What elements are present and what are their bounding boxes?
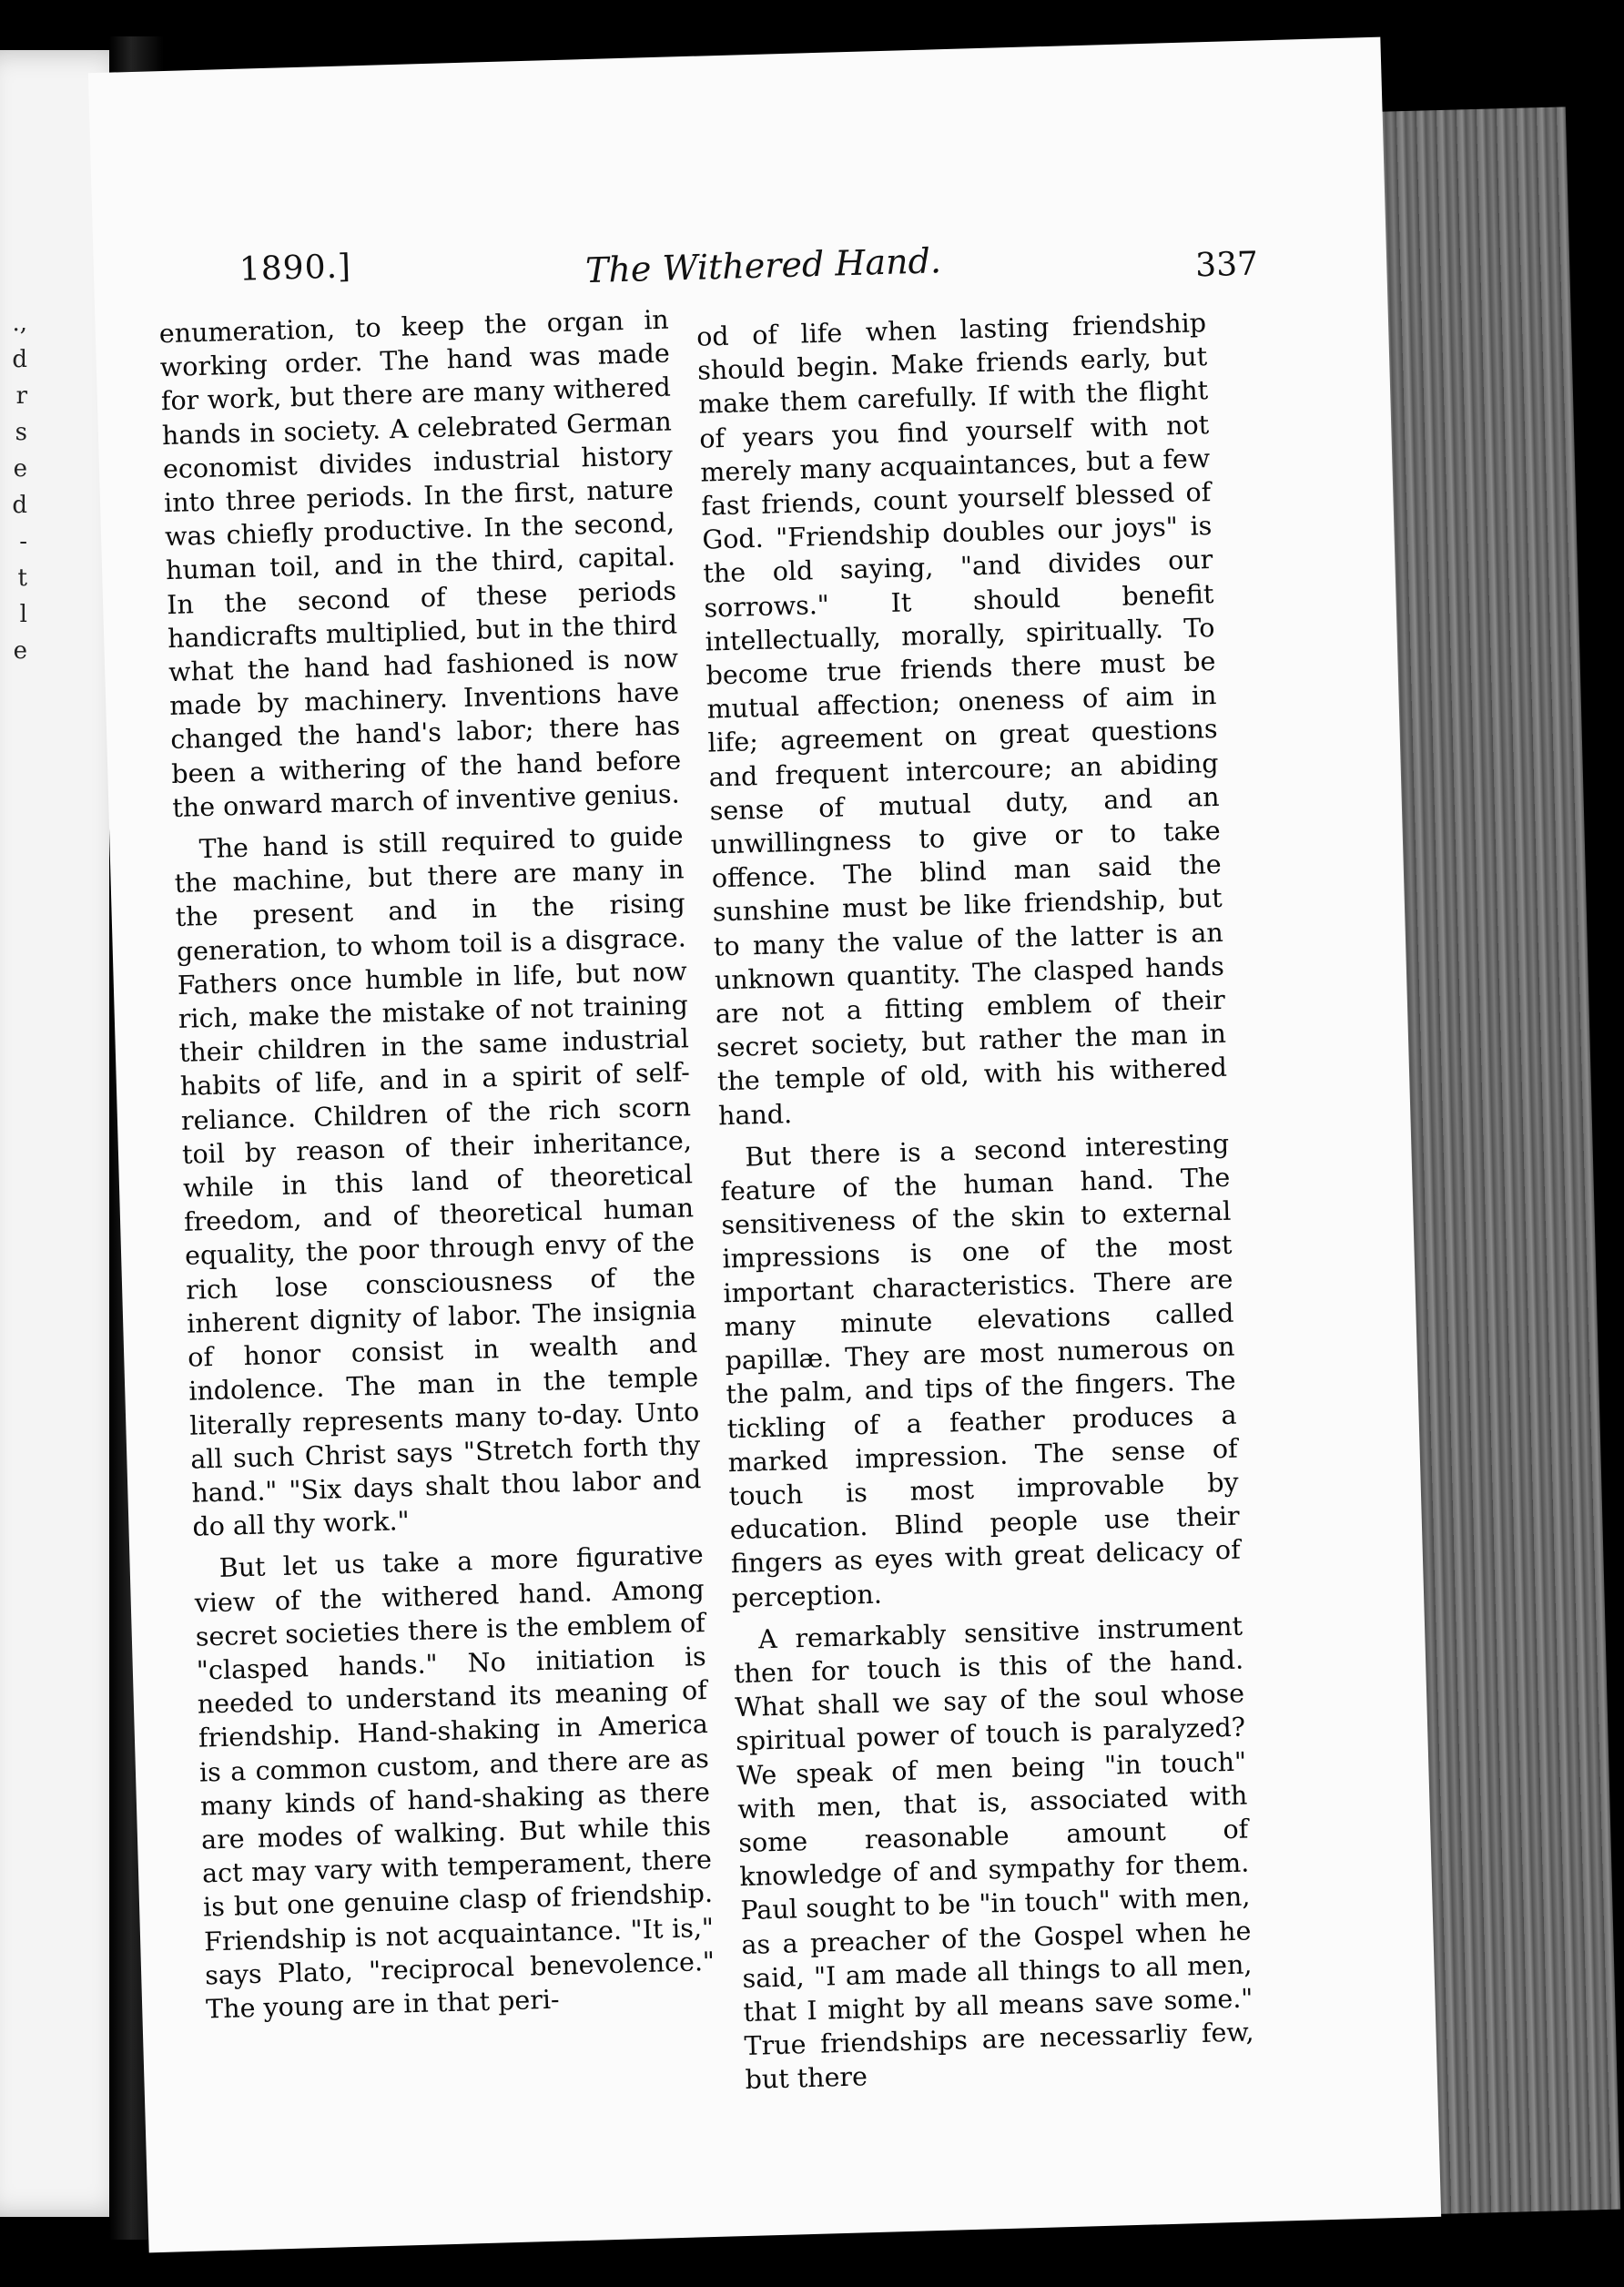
book-page <box>88 37 1441 2253</box>
fragment: d <box>12 492 27 519</box>
paragraph: enumeration, to keep the organ in working order. The hand was made for work, but there are many withered hands in society. A celebrated German economist divides industrial history into three periods. In the first, nature was chiefly productive. In the second, human toil, and in the third, capital. In the second of these periods handicrafts multiplied, but in the third what the hand had fashioned is now made by machinery. Inventions have changed the hand's labor; there has been a withering of the hand before the onward march of inventive genius. <box>158 304 682 823</box>
fragment: - <box>19 528 27 555</box>
fragment: t <box>17 564 27 592</box>
paragraph: od of life when lasting friendship should begin. Make friends early, but make them carefully. If with the flight of years you find yourself with not merely many acquaintances, but a few fast friends, count yourself blessed of God. "Friendship doubles our joys" is the old saying, "and divides our sorrows." It should benefit intellectually, morally, spiritually. To become true friends there must be mutual affection; oneness of aim in life; agreement on great questions and frequent intercoure; an abiding sense of mutual duty, and an unwillingness to give or to take offence. The blind man said the sunshine must be like friendship, but to many the value of the latter is an unknown quantity. The clasped hands are not a fitting emblem of their secret society, but rather the man in the temple of old, with his withered hand. <box>695 308 1228 1132</box>
fragment: r <box>15 382 27 410</box>
paragraph: The hand is still required to guide the machine, but there are many in the present and in the rising generation, to whom toil is a disgrace. Fathers once humble in life, but now rich, make the mistake of not training their children in the same industrial habits of life, and in a spirit of self-reliance. Children of the rich scorn toil by reason of their inheritance, while in this land of theoretical freedom, and of theoretical human equality, the poor through envy of the rich lose consciousness of the inherent dignity of labor. The insignia of honor consist in wealth and indolence. The man in the temple literally represents many to-day. Unto all such Christ says "Stretch forth thy hand." "Six days shalt thou labor and do all thy work." <box>174 820 702 1542</box>
running-header <box>239 213 1260 314</box>
fragment: ., <box>12 310 27 337</box>
header-title: The Withered Hand. <box>584 240 942 291</box>
paragraph: But there is a second interesting feature of the human hand. The sensitiveness of the skin to external impressions is one of the most important characteristics. There are many minute elevations called papillæ. They are most numerous on the palm, and tips of the fingers. The tickling of a feather produces a marked impression. The sense of touch is most improvable by education. Blind people use their fingers as eyes with great delicacy of perception. <box>719 1128 1242 1613</box>
fragment: d <box>12 346 27 373</box>
fragment: e <box>13 455 27 483</box>
fragment: s <box>15 419 27 446</box>
fragment: l <box>19 601 27 628</box>
right-column <box>696 306 1256 2105</box>
page-number: 337 <box>1194 245 1259 285</box>
left-column <box>158 303 716 2035</box>
header-year: 1890.] <box>239 248 352 289</box>
paragraph: But let us take a more figurative view of the withered hand. Among secret societies there is the emblem of "clasped hands." No initiation is needed to understand its meaning of friendship. Hand-shaking in America is a common custom, and there are as many kinds of hand-shaking as there are modes of walking. But while this act may vary with temperament, there is but one genuine clasp of friendship. Friendship is not acquaintance. "It is," says Plato, "reciprocal benevolence." The young are in that peri- <box>194 1540 716 2025</box>
facing-page-text-fragments <box>0 305 27 669</box>
paragraph: A remarkably sensitive instrument then for touch is this of the hand. What shall we say of the soul whose spiritual power of touch is paralyzed? We speak of men being "in touch" with men, that is, associated with some reasonable amount of knowledge of and sympathy for them. Paul sought to be "in touch" with men, as a preacher of the Gospel when he said, "I am made all things to all men, that I might by all means save some." True friendships are necessarliy few, but there <box>733 1611 1254 2096</box>
fragment: e <box>13 637 27 665</box>
